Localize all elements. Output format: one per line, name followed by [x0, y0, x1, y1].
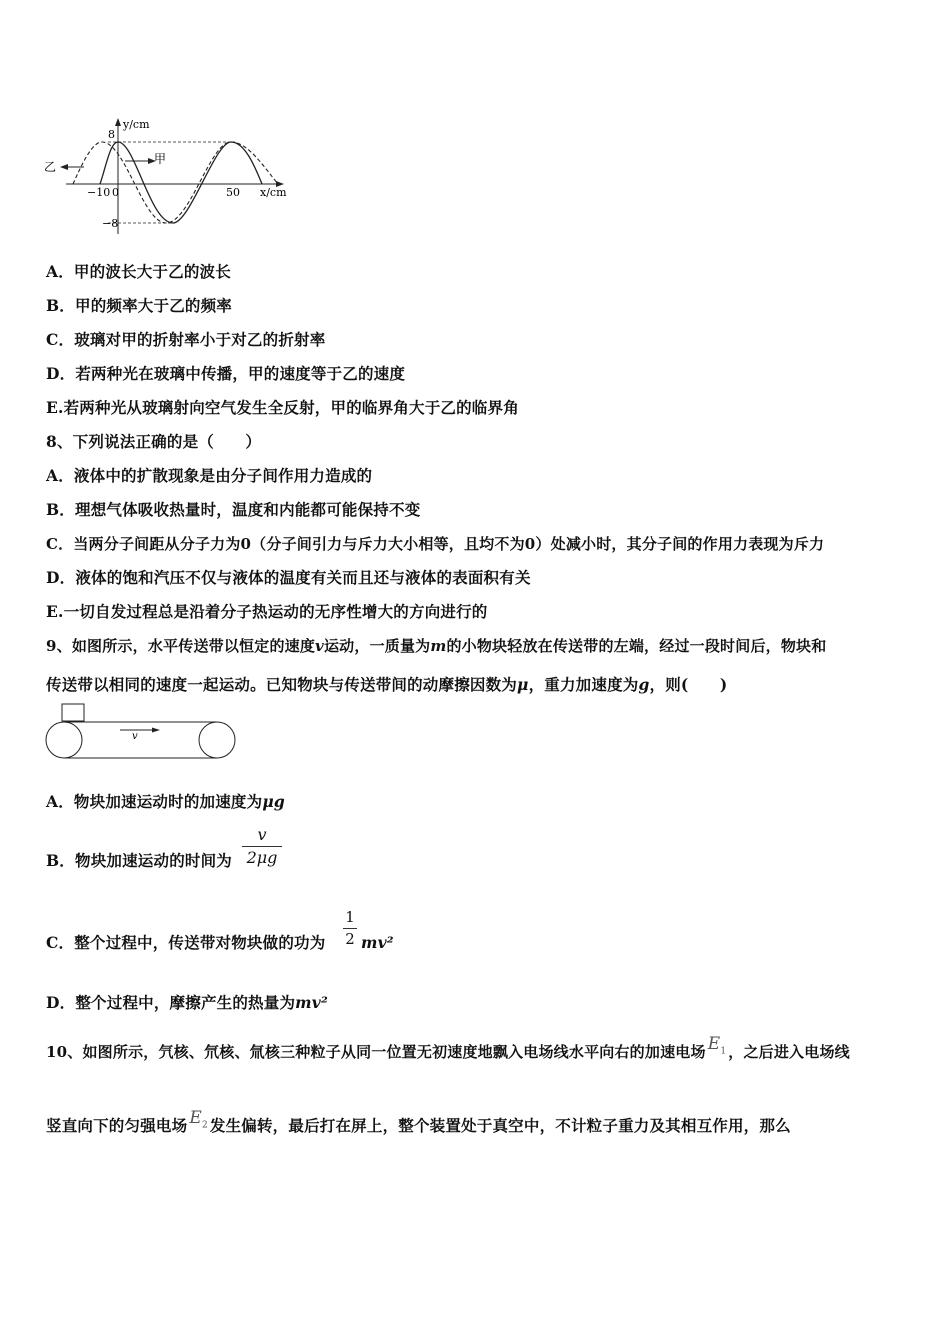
- q7-option-c: C．玻璃对甲的折射率小于对乙的折射率: [46, 330, 326, 349]
- q8-option-e: E.一切自发过程总是沿着分子热运动的无序性增大的方向进行的: [46, 602, 488, 621]
- q7-option-d: D．若两种光在玻璃中传播，甲的速度等于乙的速度: [46, 364, 406, 383]
- belt-velocity-label: v: [132, 731, 138, 742]
- q9-optb-denominator: 2μg: [246, 848, 278, 867]
- q9-option-b: B．物块加速运动的时间为: [46, 851, 233, 870]
- q9-optb-fraction: [242, 826, 282, 867]
- q10-stem-line2: 竖直向下的匀强电场 $E_2$ 发生偏转，最后打在屏上，整个装置处于真空中，不计粒子重力及其相互作用，那么: [46, 1108, 791, 1135]
- q8-option-a: A．液体中的扩散现象是由分子间作用力造成的: [46, 466, 373, 485]
- y-max-tick: 8: [108, 128, 115, 141]
- q10-stem-line1: 10、如图所示，氕核、氘核、氚核三种粒子从同一位置无初速度地飘入电场线水平向右的加速电场 $E_1$ ，之后进入电场线: [46, 1034, 850, 1061]
- q10-e2: $E_2$: [189, 1108, 208, 1131]
- y-min-tick: −8: [102, 217, 119, 230]
- yi-arrow: [60, 164, 68, 170]
- q8-stem: 8、下列说法正确的是（ ）: [46, 432, 262, 451]
- q9-option-c: C．整个过程中，传送带对物块做的功为: [46, 933, 326, 952]
- x-axis-label: x/cm: [260, 186, 287, 199]
- x-tick-0: 0: [112, 186, 119, 199]
- block: [62, 704, 84, 721]
- wave-figure: [40, 112, 300, 240]
- q9-stem-line2: 传送带以相同的速度一起运动。已知物块与传送带间的动摩擦因数为μ，重力加速度为g，则( ): [46, 675, 728, 694]
- y-axis-label: y/cm: [123, 118, 150, 131]
- x-tick-50: 50: [226, 186, 240, 199]
- q9-optc-fraction: [343, 909, 357, 948]
- q7-option-e: E.若两种光从玻璃射向空气发生全反射，甲的临界角大于乙的临界角: [46, 398, 519, 417]
- left-pulley: [46, 722, 82, 758]
- q9-optc-denominator: 2: [345, 930, 355, 948]
- q9-stem-line1: 9、如图所示，水平传送带以恒定的速度v运动，一质量为m的小物块轻放在传送带的左端，经过一段时间后，物块和: [46, 637, 827, 655]
- right-pulley: [199, 722, 235, 758]
- x-tick-neg10: −10: [87, 186, 111, 199]
- q9-optc-expr: mv²: [361, 933, 394, 952]
- wave-jia: [100, 142, 262, 223]
- q8-option-b: B．理想气体吸收热量时，温度和内能都可能保持不变: [46, 500, 421, 519]
- label-jia: 甲: [154, 152, 167, 166]
- velocity-arrow: [152, 728, 160, 733]
- q8-option-d: D．液体的饱和汽压不仅与液体的温度有关而且还与液体的表面积有关: [46, 568, 531, 587]
- q9-option-d: D．整个过程中，摩擦产生的热量为mv²: [46, 993, 328, 1012]
- q9-option-a: A．物块加速运动时的加速度为μg: [46, 792, 285, 811]
- conveyor-belt-figure: [42, 702, 242, 764]
- y-axis-arrow: [115, 118, 121, 126]
- label-yi: 乙: [44, 160, 57, 174]
- q9-optc-numerator: 1: [345, 908, 355, 926]
- q8-option-c: C．当两分子间距从分子力为0（分子间引力与斥力大小相等，且均不为0）处减小时，其分子间的作用力表现为斥力: [46, 535, 825, 553]
- q7-option-b: B．甲的频率大于乙的频率: [46, 296, 233, 315]
- q9-optb-numerator: v: [257, 825, 267, 844]
- q7-option-a: A．甲的波长大于乙的波长: [46, 262, 231, 281]
- q10-e1: $E_1$: [707, 1034, 727, 1057]
